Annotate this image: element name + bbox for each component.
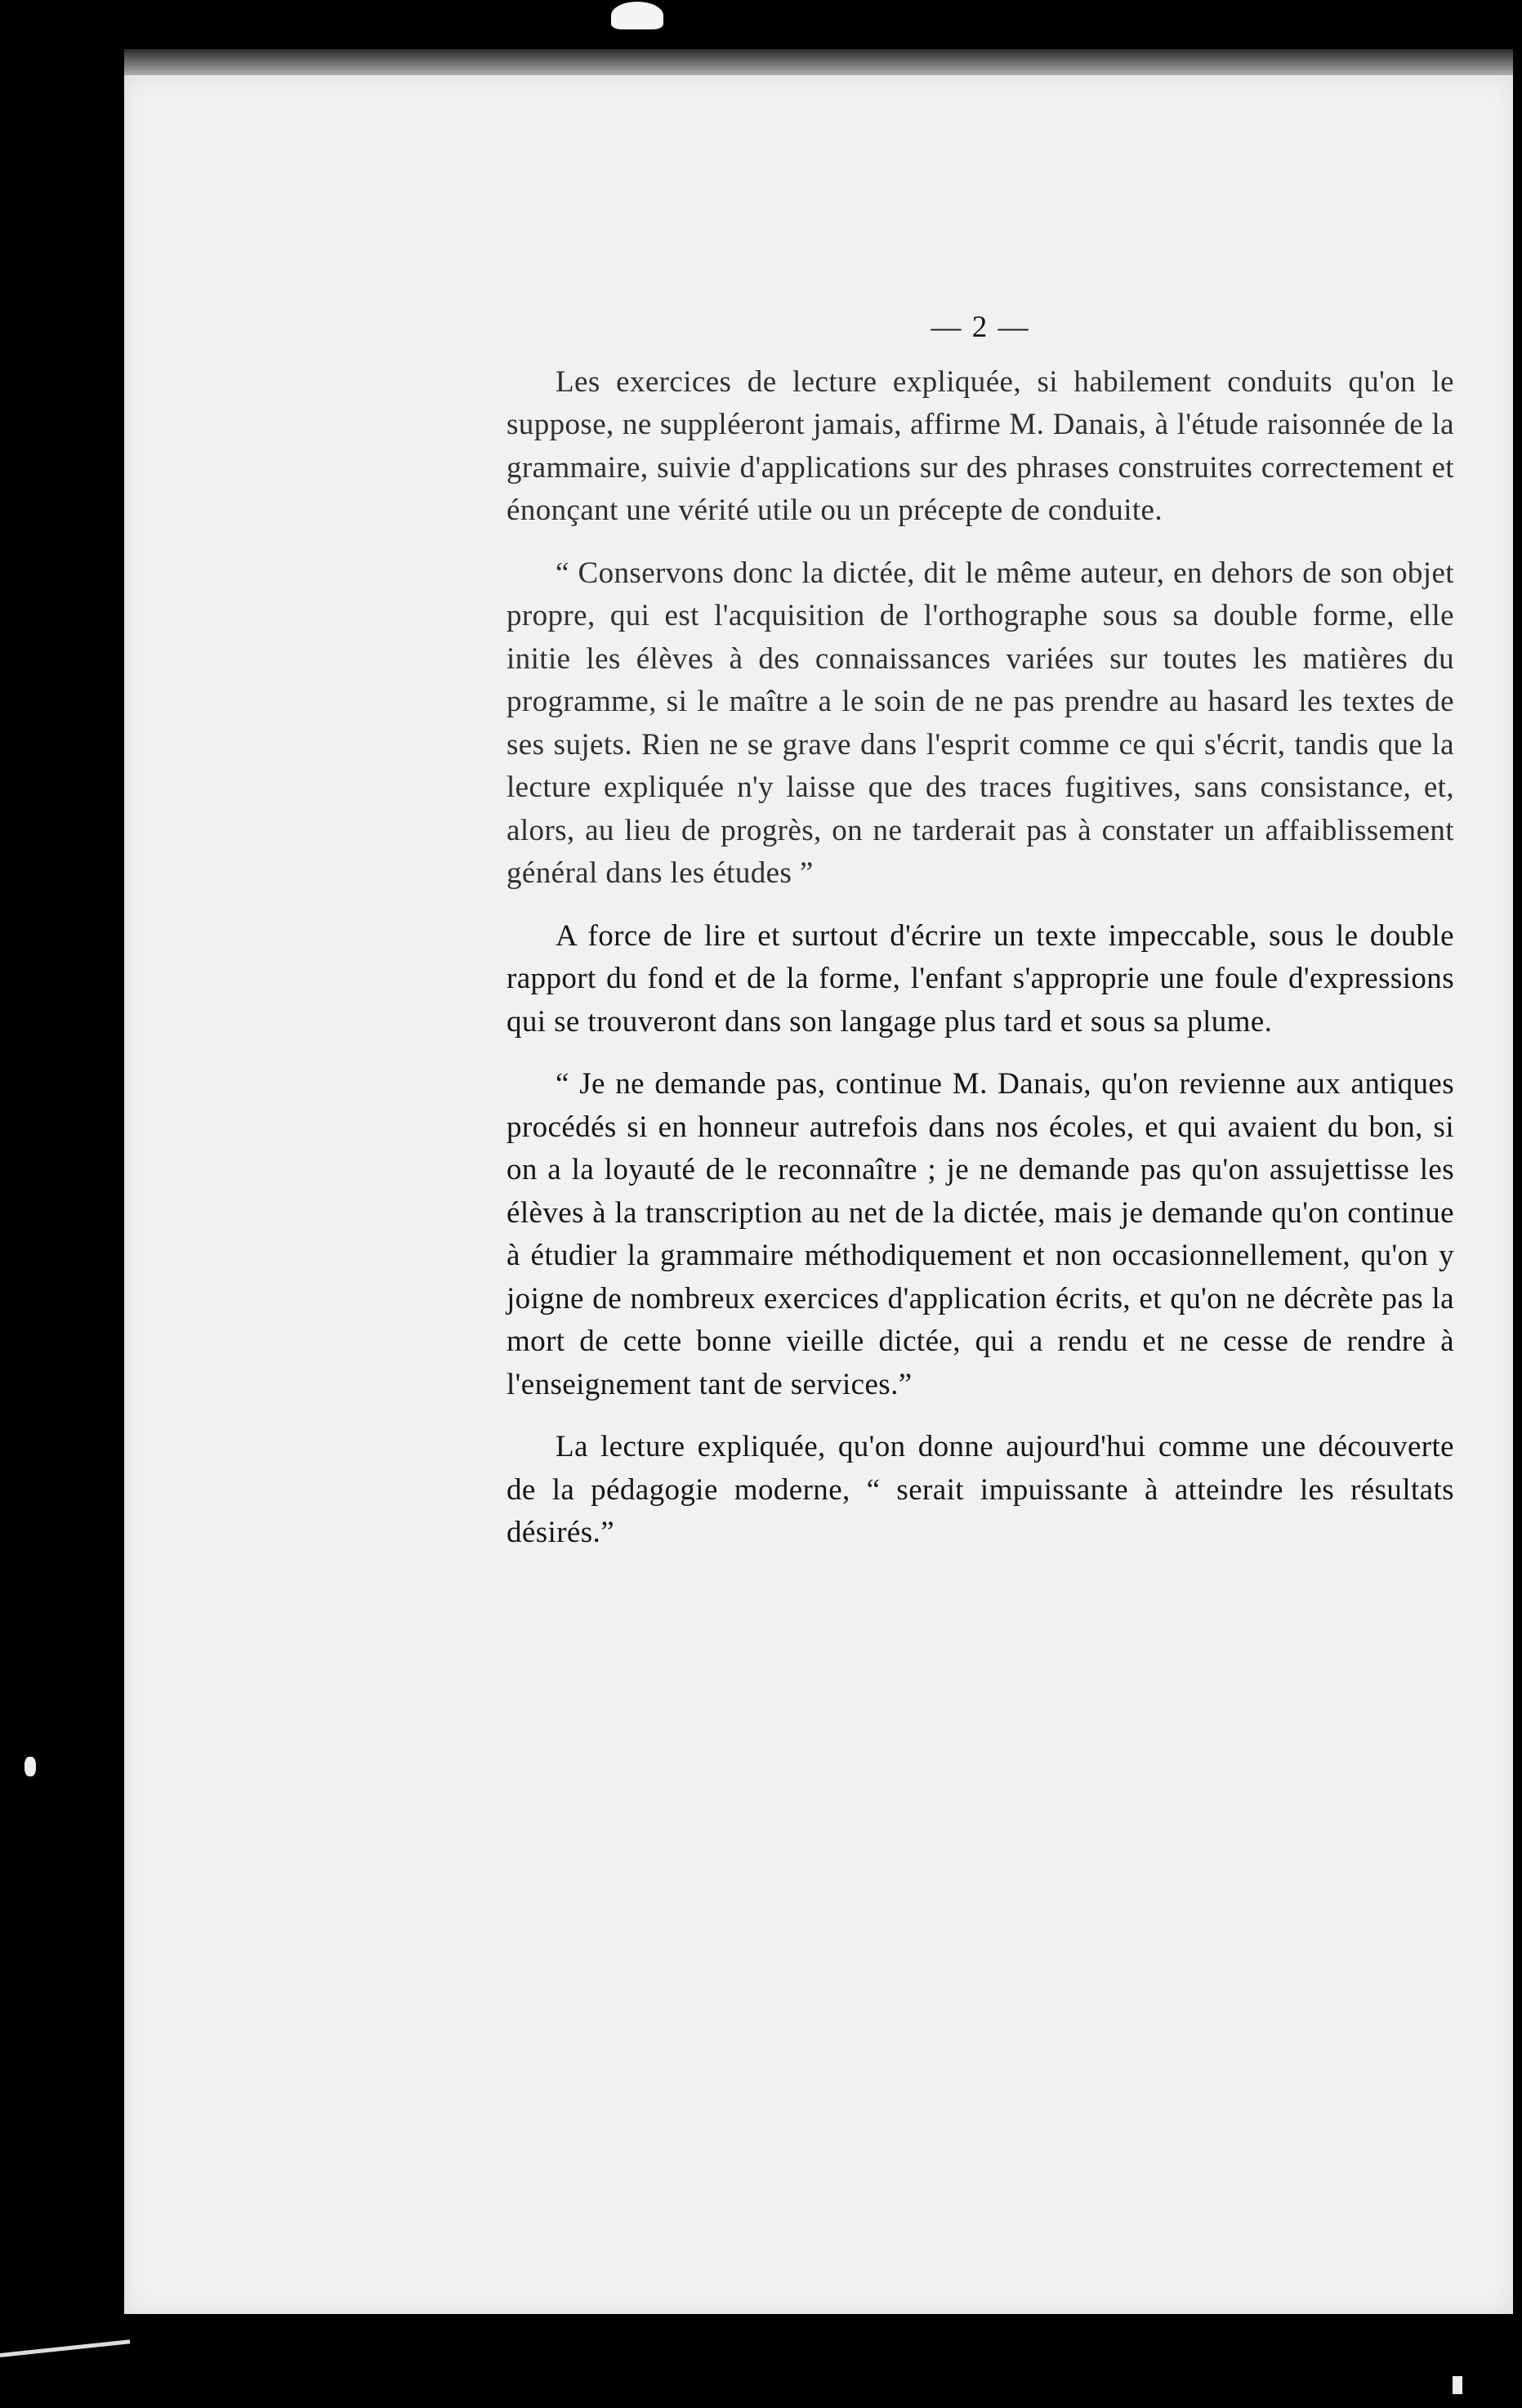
page-number: — 2 — [931, 310, 1030, 344]
scan-artifact-left [25, 1757, 36, 1776]
paragraph-2: “ Conservons donc la dictée, dit le même auteur, en dehors de son objet propre, qui est l'acquisition de l'orthographe sous sa double forme, elle initie les élèves à des connaissances variées sur toutes les matières du programme, si le maître a le soin de ne pas prendre au hasard les textes de ses sujets. Rien ne se grave dans l'esprit comme ce qui s'écrit, tandis que la lecture expliquée n'y laisse que des traces fugitives, sans consistance, et, alors, au lieu de progrès, on ne tarderait pas à constater un affaiblissement général dans les études ” [507, 556, 1454, 890]
paragraph-1: Les exercices de lecture expliquée, si habilement conduits qu'on le suppose, ne suppléeront jamais, affirme M. Danais, à l'étude raisonnée de la grammaire, suivie d'applications sur des phrases construites correctement et énonçant une vérité utile ou un précepte de conduite. [507, 364, 1454, 527]
page-text [507, 306, 1454, 1575]
scan-artifact-top [611, 2, 663, 29]
paragraph-4: “ Je ne demande pas, continue M. Danais, qu'on revienne aux antiques procédés si en honneur autrefois dans nos écoles, et qui avaient du bon, si on a la loyauté de le reconnaître ; je ne demande pas qu'on assujettisse les élèves à la transcription au net de la dictée, mais je demande qu'on continue à étudier la grammaire méthodiquement et non occasionnellement, qu'on y joigne de nombreux exercices d'application écrits, et qu'on ne décrète pas la mort de cette bonne vieille dictée, qui a rendu et ne cesse de rendre à l'enseignement tant de services.” [507, 1067, 1454, 1401]
paragraph-3: A force de lire et surtout d'écrire un texte impeccable, sous le double rapport du fond et de la forme, l'enfant s'approprie une foule d'expressions qui se trouveront dans son langage plus tard et sous sa plume. [507, 918, 1454, 1039]
paragraph-5: La lecture expliquée, qu'on donne aujourd'hui comme une découverte de la pédagogie moderne, “ serait impuissante à atteindre les résultats désirés.” [507, 1430, 1454, 1549]
scan-artifact-bottom-right [1453, 2376, 1462, 2394]
scan-artifact-bottom-left [0, 2339, 130, 2357]
